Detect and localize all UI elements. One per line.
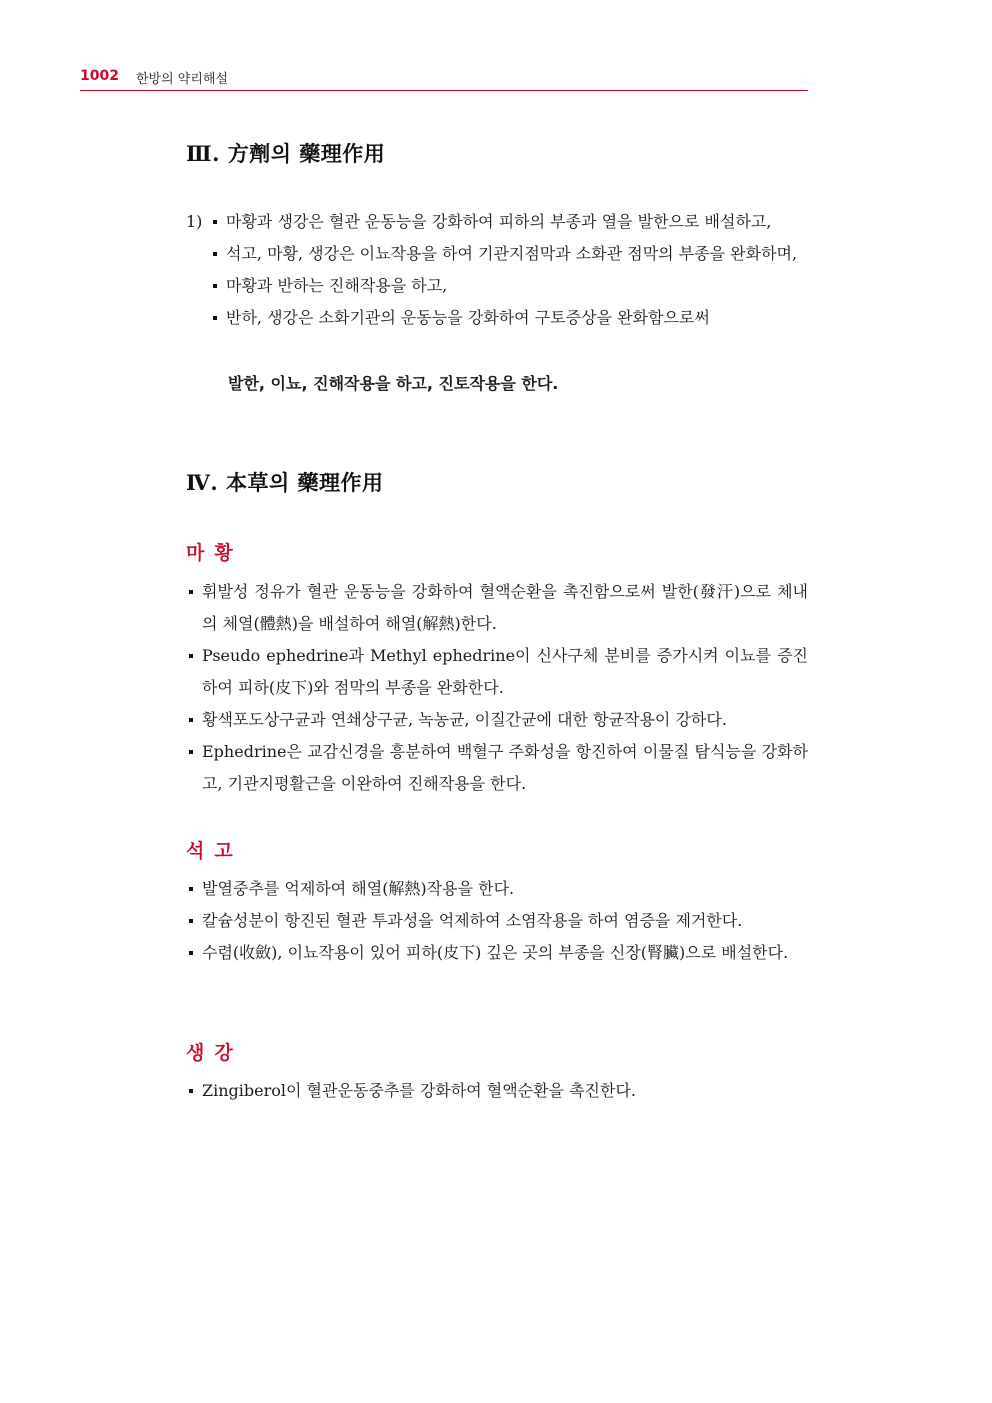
bullet-icon: [189, 1089, 193, 1093]
list-item: 수렴(收斂), 이뇨작용이 있어 피하(皮下) 깊은 곳의 부종을 신장(腎臟)으로 배설한다.: [202, 937, 808, 969]
herb-title-saenggang: 생강: [186, 1042, 243, 1064]
herb-list-mahwang: [202, 576, 808, 800]
list-item: 칼슘성분이 항진된 혈관 투과성을 억제하여 소염작용을 하여 염증을 제거한다.: [202, 905, 808, 937]
list-item: 반하, 생강은 소화기관의 운동능을 강화하여 구토증상을 완화함으로써: [226, 302, 808, 334]
bullet-icon: [189, 750, 193, 754]
bullet-icon: [189, 887, 193, 891]
section-3-summary: 발한, 이뇨, 진해작용을 하고, 진토작용을 한다.: [228, 374, 559, 393]
list-item: 석고, 마황, 생강은 이뇨작용을 하여 기관지점막과 소화관 점막의 부종을 완화하며,: [226, 238, 808, 270]
item-number: 1): [186, 212, 203, 231]
list-item: 발열중추를 억제하여 해열(解熱)작용을 한다.: [202, 873, 808, 905]
bullet-icon: [189, 951, 193, 955]
list-item: 마황과 반하는 진해작용을 하고,: [226, 270, 808, 302]
section-4-title: Ⅳ. 本草의 藥理作用: [186, 470, 384, 495]
bullet-icon: [189, 654, 193, 658]
book-title: 한방의 약리해설: [136, 72, 229, 87]
list-item: 황색포도상구균과 연쇄상구균, 녹농균, 이질간균에 대한 항균작용이 강하다.: [202, 704, 808, 736]
bullet-icon: [213, 220, 217, 224]
list-item: Zingiberol이 혈관운동중추를 강화하여 혈액순환을 촉진한다.: [202, 1075, 808, 1107]
section-3-title: Ⅲ. 方劑의 藥理作用: [186, 141, 386, 166]
herb-title-mahwang: 마황: [186, 542, 243, 564]
bullet-icon: [213, 252, 217, 256]
page-number: 1002: [80, 68, 119, 84]
list-item: Ephedrine은 교감신경을 흥분하여 백혈구 주화성을 항진하여 이물질 탐식능을 강화하고, 기관지평활근을 이완하여 진해작용을 한다.: [202, 736, 808, 800]
list-item: 휘발성 정유가 혈관 운동능을 강화하여 혈액순환을 촉진함으로써 발한(發汗)으로 체내의 체열(體熱)을 배설하여 해열(解熱)한다.: [202, 576, 808, 640]
bullet-icon: [189, 718, 193, 722]
bullet-icon: [189, 590, 193, 594]
bullet-icon: [213, 284, 217, 288]
page-header: [80, 66, 808, 91]
bullet-icon: [213, 316, 217, 320]
herb-title-seokgo: 석고: [186, 840, 243, 862]
list-item: Pseudo ephedrine과 Methyl ephedrine이 신사구체 분비를 증가시켜 이뇨를 증진하여 피하(皮下)와 점막의 부종을 완화한다.: [202, 640, 808, 704]
bullet-icon: [189, 919, 193, 923]
herb-list-saenggang: [202, 1075, 808, 1107]
herb-list-seokgo: [202, 873, 808, 969]
list-item: 마황과 생강은 혈관 운동능을 강화하여 피하의 부종과 열을 발한으로 배설하고,: [226, 206, 808, 238]
section-3-list: [226, 206, 808, 334]
